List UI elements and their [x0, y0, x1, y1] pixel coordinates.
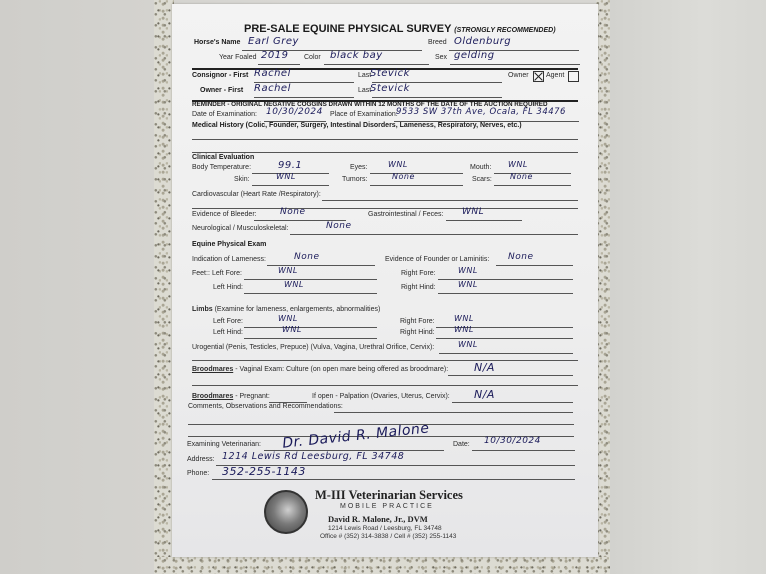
limbs-heading: Limbs (Examine for lameness, enlargements, abnormalities) — [192, 306, 381, 313]
consignor-first-value[interactable]: Rachel — [254, 68, 291, 79]
color-value[interactable]: black bay — [330, 50, 383, 61]
founder-label: Evidence of Founder or Laminitis: — [385, 256, 490, 263]
scars-label: Scars: — [472, 176, 492, 183]
limbs-right-hind-label: Right Hind: — [400, 329, 435, 336]
broodmares-pregnant-label: Broodmares - Pregnant: — [192, 393, 270, 400]
agent-checkbox-label: Agent — [546, 72, 565, 79]
skin-label: Skin: — [234, 176, 250, 183]
company-contact: Office # (352) 314-3838 / Cell # (352) 255-1143 — [320, 533, 457, 540]
exam-place-label: Place of Examination: — [330, 111, 398, 118]
owner-checkbox[interactable] — [533, 71, 544, 82]
urogenital-value[interactable]: WNL — [458, 340, 478, 349]
exam-date-value[interactable]: 10/30/2024 — [266, 107, 323, 117]
eyes-label: Eyes: — [350, 164, 368, 171]
owner-first-label: Owner - First — [200, 87, 244, 94]
breed-label: Breed — [428, 39, 447, 46]
body-temp-value[interactable]: 99.1 — [278, 160, 303, 171]
owner-last-label: Last — [358, 87, 372, 94]
vet-label: Examining Veterinarian: — [187, 441, 261, 448]
horse-name-label: Horse's Name — [194, 39, 241, 46]
limbs-left-hind-value[interactable]: WNL — [282, 325, 302, 334]
broodmares-vaginal-value[interactable]: N/A — [474, 361, 495, 374]
consignor-last-label: Last — [358, 72, 372, 79]
skin-value[interactable]: WNL — [276, 172, 296, 181]
sex-value[interactable]: gelding — [454, 50, 495, 61]
coggins-reminder: REMINDER - ORIGINAL NEGATIVE COGGINS DRAWN WITHIN 12 MONTHS OF THE DATE OF THE AUCTION REQUIRED — [192, 101, 548, 108]
feet-right-hind-value[interactable]: WNL — [458, 280, 478, 289]
tumors-value[interactable]: None — [392, 172, 415, 181]
company-name: M-III Veterinarian Services — [315, 488, 463, 502]
physical-exam-heading: Equine Physical Exam — [192, 241, 267, 248]
vet-phone-value[interactable]: 352-255-1143 — [222, 465, 306, 478]
vet-phone-label: Phone: — [187, 470, 210, 477]
background-wall — [610, 0, 766, 574]
bleeder-value[interactable]: None — [280, 207, 306, 217]
urogenital-label: Urogential (Penis, Testicles, Prepuce) (Vulva, Vagina, Urethral Orifice, Cervix): — [192, 344, 435, 351]
exam-date-label: Date of Examination: — [192, 111, 257, 118]
owner-checkbox-label: Owner — [508, 72, 529, 79]
body-temp-label: Body Temperature: — [192, 164, 252, 171]
lameness-value[interactable]: None — [294, 252, 320, 262]
feet-right-hind-label: Right Hind: — [401, 284, 436, 291]
comments-label: Comments, Observations and Recommendations: — [188, 403, 343, 410]
sex-label: Sex — [435, 54, 448, 61]
palpation-value[interactable]: N/A — [474, 388, 495, 401]
feet-left-hind-label: Left Hind: — [213, 284, 243, 291]
mouth-value[interactable]: WNL — [508, 160, 528, 169]
vet-address-value[interactable]: 1214 Lewis Rd Leesburg, FL 34748 — [222, 451, 405, 462]
limbs-left-hind-label: Left Hind: — [213, 329, 243, 336]
feet-label: Feet:: — [192, 270, 210, 277]
horse-head-logo — [264, 490, 308, 534]
company-tagline: MOBILE PRACTICE — [340, 503, 434, 510]
eyes-value[interactable]: WNL — [388, 160, 408, 169]
company-address: 1214 Lewis Road / Leesburg, FL 34748 — [328, 525, 442, 532]
feet-left-fore-value[interactable]: WNL — [278, 266, 298, 275]
broodmares-vaginal-label: Broodmares - Vaginal Exam: Culture (on open mare being offered as broodmare): — [192, 366, 449, 373]
year-foaled-value[interactable]: 2019 — [261, 50, 289, 61]
limbs-right-fore-value[interactable]: WNL — [454, 314, 474, 323]
vet-date-label: Date: — [453, 441, 470, 448]
owner-last-value[interactable]: Stevick — [370, 83, 410, 94]
feet-right-fore-label: Right Fore: — [401, 270, 436, 277]
neurological-value[interactable]: None — [326, 221, 352, 231]
owner-first-value[interactable]: Rachel — [254, 83, 291, 94]
consignor-first-label: Consignor - First — [192, 72, 249, 79]
color-label: Color — [304, 54, 321, 61]
cardiovascular-label: Cardiovascular (Heart Rate /Respiratory): — [192, 191, 321, 198]
exam-place-value[interactable]: 9533 SW 37th Ave, Ocala, FL 34476 — [396, 107, 566, 117]
vet-signature[interactable]: Dr. David R. Malone — [281, 420, 431, 452]
agent-checkbox[interactable] — [568, 71, 579, 82]
consignor-last-value[interactable]: Stevick — [370, 68, 410, 79]
feet-right-fore-value[interactable]: WNL — [458, 266, 478, 275]
scars-value[interactable]: None — [510, 172, 533, 181]
neurological-label: Neurological / Musculoskeletal: — [192, 225, 289, 232]
tumors-label: Tumors: — [342, 176, 368, 183]
bleeder-label: Evidence of Bleeder: — [192, 211, 257, 218]
breed-value[interactable]: Oldenburg — [454, 36, 512, 47]
founder-value[interactable]: None — [508, 252, 534, 262]
gastrointestinal-label: Gastrointestinal / Feces: — [368, 211, 444, 218]
limbs-right-fore-label: Right Fore: — [400, 318, 435, 325]
limbs-right-hind-value[interactable]: WNL — [454, 325, 474, 334]
doctor-name: David R. Malone, Jr., DVM — [328, 514, 428, 524]
medical-history-label: Medical History (Colic, Founder, Surgery, Intestinal Disorders, Lameness, Respiratory, Nerves, etc.) — [192, 122, 522, 129]
gastrointestinal-value[interactable]: WNL — [462, 207, 485, 217]
survey-form-paper — [172, 4, 598, 557]
lameness-label: Indication of Lameness: — [192, 256, 266, 263]
mouth-label: Mouth: — [470, 164, 492, 171]
horse-name-value[interactable]: Earl Grey — [248, 36, 299, 47]
palpation-label: If open - Palpation (Ovaries, Uterus, Cervix): — [312, 393, 450, 400]
granite-countertop-left — [154, 0, 174, 574]
limbs-left-fore-label: Left Fore: — [213, 318, 243, 325]
feet-left-hind-value[interactable]: WNL — [284, 280, 304, 289]
granite-countertop-right — [596, 0, 610, 574]
vet-date-value[interactable]: 10/30/2024 — [484, 436, 541, 446]
limbs-left-fore-value[interactable]: WNL — [278, 314, 298, 323]
vet-address-label: Address: — [187, 456, 215, 463]
granite-countertop-bottom — [154, 557, 610, 574]
feet-left-fore-label: Left Fore: — [212, 270, 242, 277]
form-title: PRE-SALE EQUINE PHYSICAL SURVEY (STRONGLY RECOMMENDED) — [244, 23, 556, 35]
year-foaled-label: Year Foaled — [219, 54, 257, 61]
clinical-evaluation-heading: Clinical Evaluation — [192, 154, 255, 161]
